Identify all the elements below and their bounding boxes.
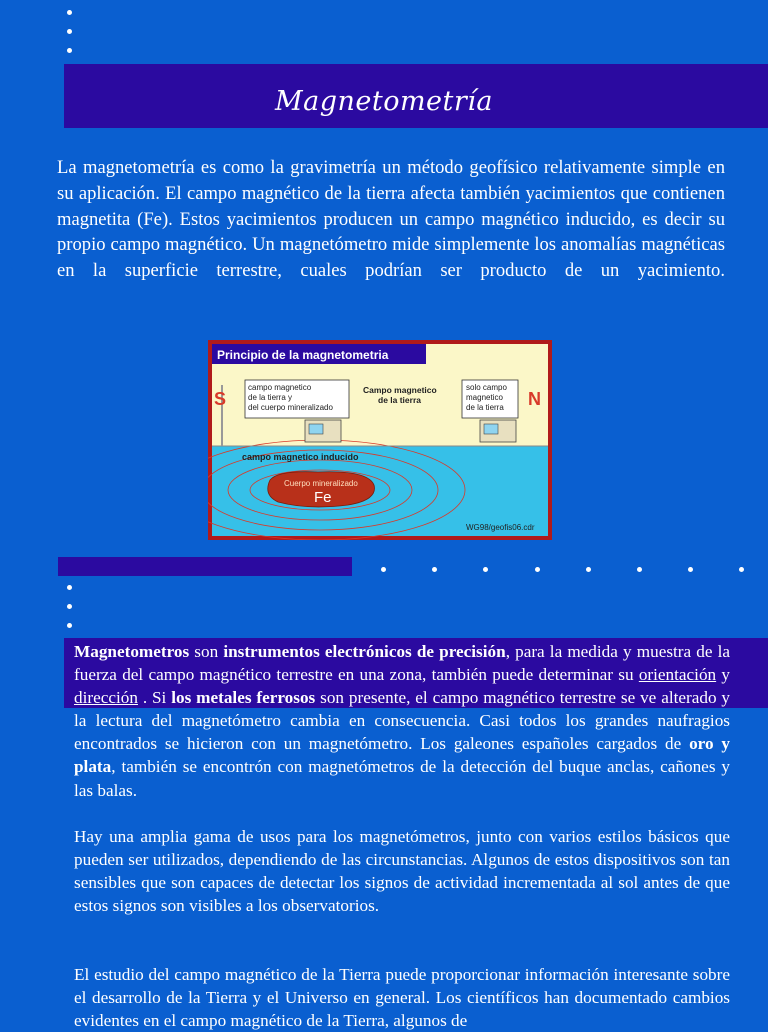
bullet-dot <box>586 567 591 572</box>
bullet-dot <box>688 567 693 572</box>
figure-heading: Principio de la magnetometria <box>217 348 389 362</box>
bullet-dot <box>67 10 72 15</box>
box-right-line-1: solo campo <box>466 383 507 392</box>
pole-s-label: S <box>214 389 227 409</box>
bullet-dot <box>535 567 540 572</box>
bullet-dot <box>67 585 72 590</box>
page-title: Magnetometría <box>274 86 494 117</box>
ore-body-label: Cuerpo mineralizado <box>284 479 358 488</box>
center-label-1: Campo magnetico <box>363 385 437 395</box>
induced-field-label: campo magnetico inducido <box>242 452 359 462</box>
magnetometry-diagram <box>208 340 552 540</box>
bullet-dot <box>67 29 72 34</box>
bullet-dot <box>67 623 72 628</box>
divider-bar <box>58 557 352 576</box>
bullet-dot <box>67 48 72 53</box>
bullet-dot <box>739 567 744 572</box>
box-right-line-3: de la tierra <box>466 403 504 412</box>
magnetometer-icon <box>305 420 341 442</box>
pole-n-label: N <box>528 389 541 409</box>
bullet-dot <box>432 567 437 572</box>
figure-credit: WG98/geofis06.cdr <box>466 523 535 532</box>
uses-paragraph: Hay una amplia gama de usos para los magnetómetros, junto con varios estilos básicos que pueden ser utilizados, dependiendo de las circunstancias. Algunos de estos dispositivos son tan sensibles que son capaces de detectar los signos de actividad incrementada al sol antes de que estos signos son visibles a los observatorios. <box>74 827 730 916</box>
box-left-line-1: campo magnetico <box>248 383 312 392</box>
center-label-2: de la tierra <box>378 395 421 405</box>
magnetometers-paragraph: Magnetometros son instrumentos electrónicos de precisión, para la medida y muestra de la fuerza del campo magnético terrestre en una zona, también puede determinar su orientación y dirección . Si los metales ferrosos son presente, el campo magnético terrestre se ve alterado y la lectura del magnetómetro cambia en consecuencia. Casi todos los grandes naufragios encontrados se hicieron con un magnetómetro. Los galeones españoles cargados de oro y plata, también se encontrón con magnetómetros de la detección del buque anclas, cañones y las balas. <box>74 642 731 800</box>
box-left-line-3: del cuerpo mineralizado <box>248 403 333 412</box>
bullet-dot <box>637 567 642 572</box>
box-right-line-2: magnetico <box>466 393 503 402</box>
box-left-line-2: de la tierra y <box>248 393 293 402</box>
intro-paragraph: La magnetometría es como la gravimetría un método geofísico relativamente simple en su aplicación. El campo magnético de la tierra afecta también yacimientos que contienen magnetita (Fe). Estos yacimientos producen un campo magnético inducido, es decir su propio campo magnético. Un magnetómetro mide simplemente los anomalías magnéticas en la superficie terrestre, cuales podrían ser producto de un yacimiento. <box>57 157 725 282</box>
fe-label: Fe <box>314 489 332 506</box>
earth-field-paragraph: El estudio del campo magnético de la Tierra puede proporcionar información interesante sobre el desarrollo de la Tierra y el Universo en general. Los científicos han documentado cambios evidentes en el campo magnético de la Tierra, algunos de <box>74 965 730 1031</box>
magnetometer-icon <box>480 420 516 442</box>
bullet-dot <box>483 567 488 572</box>
bullet-dot <box>67 604 72 609</box>
bullet-dot <box>381 567 386 572</box>
